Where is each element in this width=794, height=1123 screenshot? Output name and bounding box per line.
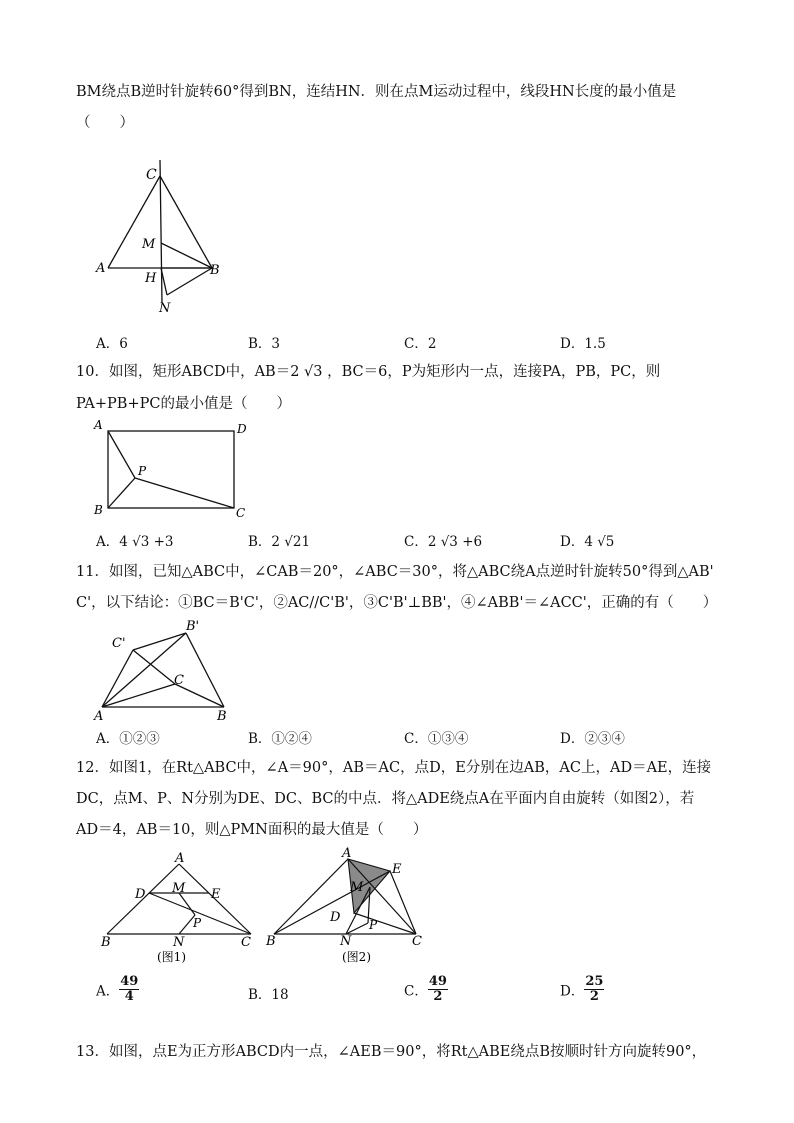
q12-option-a-numerator: 49: [120, 974, 139, 989]
q12f1-caption: (图1): [157, 950, 186, 964]
q11-text-line2: C'，以下结论：①BC＝B'C'，②AC//C'B'，③C'B'⊥BB'，④∠ABB'＝∠ACC'，正确的有（ ）: [76, 595, 718, 611]
q9-label-n: N: [159, 301, 171, 316]
q11-label-b: B: [217, 709, 227, 724]
q10-text-line2: PA+PB+PC的最小值是（ ）: [76, 396, 291, 412]
q12-text-line3: AD＝4，AB＝10，则△PMN面积的最大值是（ ）: [76, 822, 428, 838]
q12-option-d-numerator: 25: [585, 974, 604, 989]
q12-text-line1: 12．如图1，在Rt△ABC中，∠A＝90°，AB＝AC，点D，E分别在边AB，AC上，AD＝AE，连接: [76, 760, 712, 776]
q12f1-label-a: A: [175, 851, 185, 866]
q9-figure: [90, 158, 230, 323]
q12-option-c-fraction: [428, 975, 448, 1004]
q12-option-d-denominator: 2: [589, 989, 599, 1004]
q10-segment-pc: [135, 478, 234, 508]
q12f2-label-e: E: [392, 862, 402, 877]
q9-text-line2: （ ）: [76, 115, 134, 131]
q10-label-a: A: [94, 418, 103, 432]
q10-segment-pa: [108, 431, 135, 478]
q10-option-d[interactable]: D．4 √5: [560, 534, 615, 550]
q12f2-label-m: M: [350, 880, 364, 895]
q11-label-c-prime: C': [112, 636, 126, 651]
q12-option-d-fraction: [584, 975, 604, 1004]
q12-option-d[interactable]: [560, 975, 604, 1004]
q9-option-b[interactable]: B．3: [248, 336, 281, 352]
q12f2-label-a: A: [342, 846, 352, 861]
q9-option-a[interactable]: A．6: [96, 336, 128, 352]
q13-text-line1: 13．如图，点E为正方形ABCD内一点，∠AEB＝90°，将Rt△ABE绕点B按顺时针方向旋转90°，: [76, 1044, 707, 1060]
q11-segment-b1b: [186, 633, 224, 707]
q12f1-label-d: D: [135, 887, 146, 902]
q12f1-label-n: N: [173, 935, 185, 950]
q11-option-b[interactable]: B．①②④: [248, 731, 312, 747]
q9-label-a: A: [96, 261, 106, 276]
q12f1-label-m: M: [172, 881, 186, 896]
q11-figure: [90, 616, 240, 724]
q11-segment-c1b1: [133, 633, 186, 650]
q12-option-a-prefix: A．: [96, 983, 120, 1000]
q9-option-c[interactable]: C．2: [404, 336, 437, 352]
q12f2-segment-ec: [390, 871, 416, 934]
q9-segment-cb: [160, 176, 212, 268]
q11-label-b-prime: B': [186, 619, 200, 634]
q9-label-m: M: [142, 237, 156, 252]
q12-option-a-fraction: [119, 975, 139, 1004]
q11-text-line1: 11．如图，已知△ABC中，∠CAB＝20°，∠ABC＝30°，将△ABC绕A点逆时针旋转50°得到△AB': [76, 564, 714, 580]
q11-option-c[interactable]: C．①③④: [404, 731, 469, 747]
q12f1-segment-mp: [179, 893, 195, 915]
q9-segment-ac: [108, 176, 160, 268]
q12-option-a[interactable]: [96, 975, 139, 1004]
q11-option-a[interactable]: A．①②③: [96, 731, 160, 747]
q9-label-b: B: [210, 263, 220, 278]
q10-label-p: P: [138, 464, 147, 478]
q9-segment-nb: [167, 268, 212, 295]
q10-label-d: D: [237, 422, 247, 436]
q12f2-label-p: P: [369, 918, 378, 932]
q12-option-d-prefix: D．: [560, 983, 585, 1000]
q12-option-a-denominator: 4: [124, 989, 134, 1004]
q12f1-label-p: P: [193, 916, 202, 930]
q12-figure-2: [262, 845, 434, 967]
q10-label-b: B: [94, 503, 103, 517]
q12-option-c-prefix: C．: [404, 983, 428, 1000]
q12f1-label-e: E: [211, 887, 221, 902]
q12-option-b[interactable]: B．18: [248, 987, 289, 1003]
q11-label-a: A: [94, 709, 104, 724]
q9-label-h: H: [145, 271, 157, 286]
q11-option-d[interactable]: D．②③④: [560, 731, 625, 747]
q12-option-c[interactable]: [404, 975, 448, 1004]
q9-text-line1: BM绕点B逆时针旋转60°得到BN，连结HN．则在点M运动过程中，线段HN长度的最小值是: [76, 84, 677, 100]
q11-segment-c1c: [133, 650, 175, 684]
q12-option-c-denominator: 2: [433, 989, 443, 1004]
q10-option-c[interactable]: C．2 √3 +6: [404, 534, 483, 550]
q12f2-caption: (图2): [342, 950, 371, 964]
q12f1-label-c: C: [241, 935, 251, 950]
q12f2-label-d: D: [330, 910, 341, 925]
q10-text-line1: 10．如图，矩形ABCD中，AB＝2 √3 ，BC＝6，P为矩形内一点，连接PA，PB，PC，则: [76, 364, 661, 380]
q10-figure: [90, 417, 255, 521]
q10-label-c: C: [236, 506, 246, 520]
q9-label-c: C: [146, 167, 157, 183]
q12-figure-1: [95, 848, 260, 968]
q9-option-d[interactable]: D．1.5: [560, 336, 606, 352]
q11-label-c: C: [174, 673, 184, 688]
q12-text-line2: DC，点M、P、N分别为DE、DC、BC的中点．将△ADE绕点A在平面内自由旋转（如图2），若: [76, 791, 695, 807]
q10-option-b[interactable]: B．2 √21: [248, 534, 311, 550]
q10-rectangle: [108, 431, 234, 508]
q12f2-label-b: B: [266, 934, 276, 949]
q12f1-label-b: B: [101, 935, 111, 950]
q10-segment-pb: [108, 478, 135, 508]
q12f2-label-n: N: [340, 934, 352, 949]
q12f2-label-c: C: [412, 934, 422, 949]
q12-option-c-numerator: 49: [428, 974, 447, 989]
q9-vertical-line: [160, 160, 162, 303]
q10-option-a[interactable]: A．4 √3 +3: [96, 534, 174, 550]
